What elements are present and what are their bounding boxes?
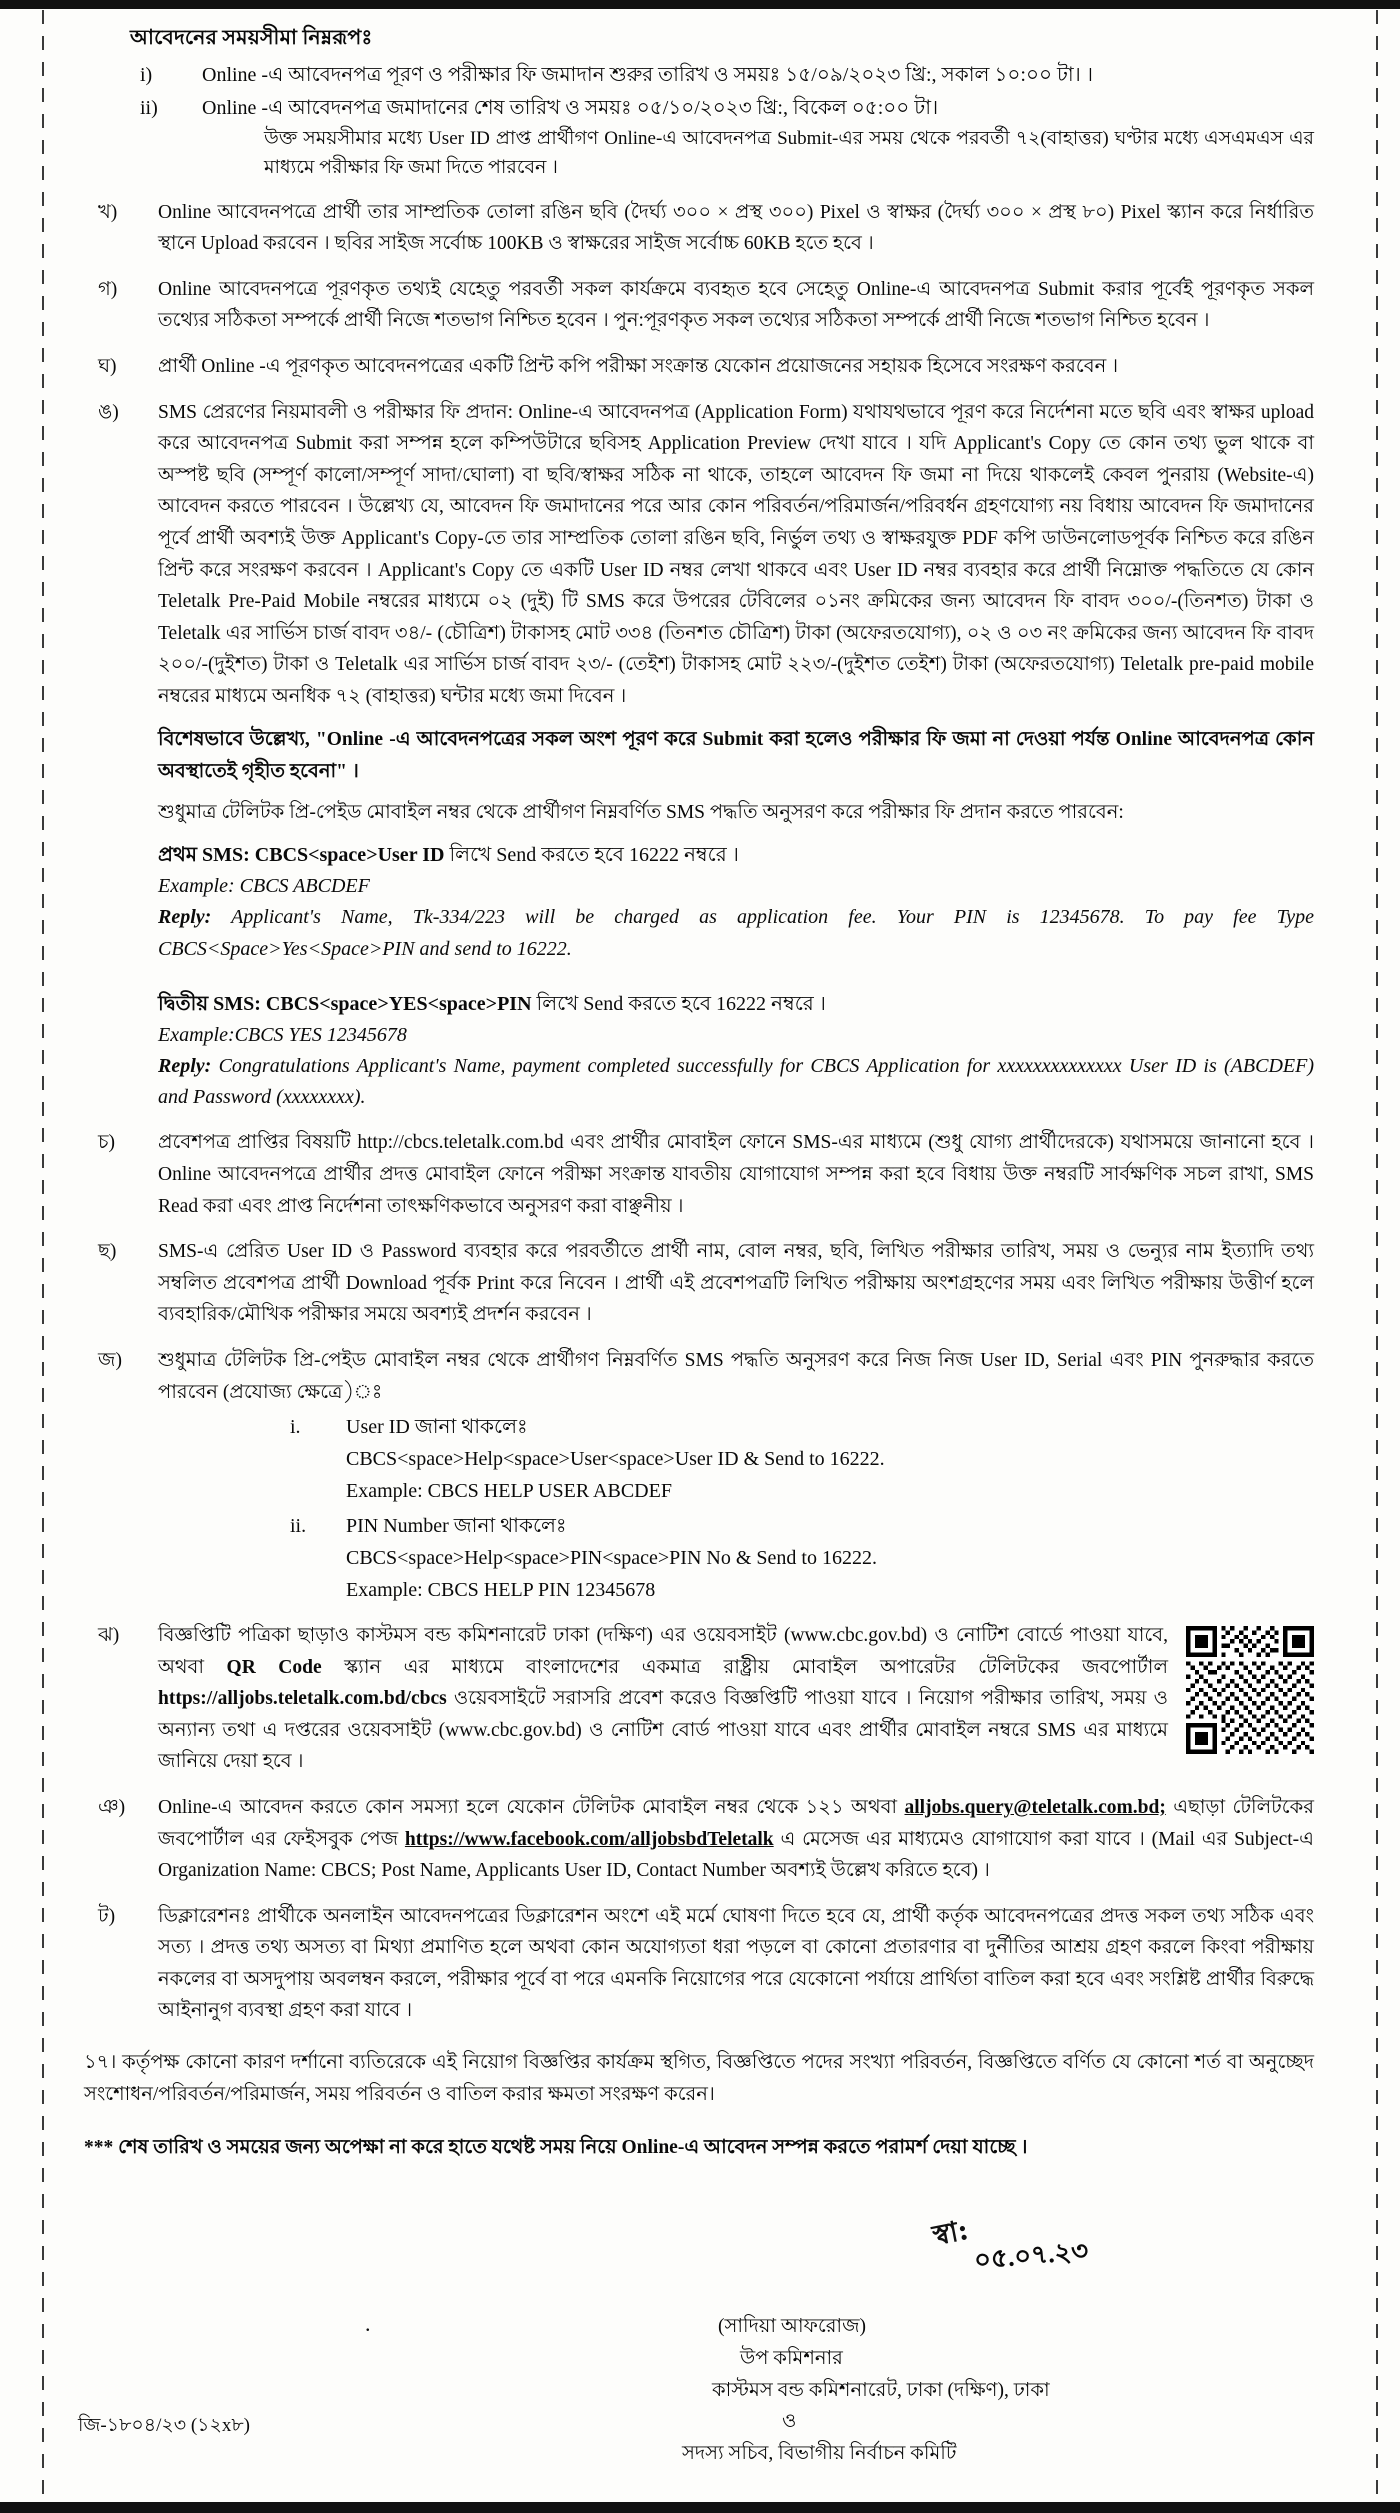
nya-email-link[interactable]: alljobs.query@teletalk.com.bd; (904, 1797, 1166, 1818)
clause-text-ja: শুধুমাত্র টেলিটক প্রি-পেইড মোবাইল নম্বর থেকে প্রার্থীগণ নিম্নবর্ণিত SMS পদ্ধতি অনুসরণ করে নিজ নিজ User ID, Serial এবং PIN পুনরুদ্ধার করতে পারবেন (প্রযোজ্য ক্ষেত্রে)ঃ (158, 1349, 1314, 1403)
nya-facebook-link[interactable]: https://www.facebook.com/alljobsbdTeletalk (404, 1828, 774, 1850)
ja-sub-i-line1: CBCS<space>Help<space>User<space>User ID & Send to 16222. (346, 1448, 885, 1471)
clause-text-nya (158, 1792, 1314, 1887)
clause-marker-kha: খ) (98, 201, 118, 223)
clause-marker-ga: গ) (98, 278, 118, 300)
roman-item-ii (78, 93, 1314, 123)
clause-body-ja (158, 1345, 1314, 1606)
sms-first-example: Example: CBCS ABCDEF (158, 875, 370, 898)
nya-part3: এ মেসেজ এর মাধ্যমেও যোগাযোগ করা যাবে । (Mail এর Subject-এ Organization Name: CBCS; Post Name, Applicants User ID, Contact Number অবশ্যই উল্লেখ করিতে হবে) । (158, 1828, 1314, 1882)
sms-first-format: CBCS<space>User ID (254, 843, 445, 866)
roman-marker-i: i) (140, 64, 153, 86)
signatory-role-2: সদস্য সচিব, বিভাগীয় নির্বাচন কমিটি (682, 2442, 957, 2464)
sms-block-first (158, 840, 1314, 965)
roman-text-ii: Online -এ আবেদনপত্র জমাদানের শেষ তারিখ ও সময়ঃ ০৫/১০/২০২৩ খ্রি:, বিকেল ০৫:০০ টা। (202, 97, 939, 119)
clause-jha (78, 1620, 1314, 1778)
sms-first-reply (158, 902, 1314, 964)
handwritten-date: ০৫.০৭.২৩ (972, 2236, 1090, 2276)
sms-first-tail: লিখে Send করতে হবে 16222 নম্বরে । (444, 843, 739, 866)
clause-text-cha: প্রবেশপত্র প্রাপ্তির বিষয়টি http://cbcs.teletalk.com.bd এবং প্রার্থীর মোবাইল ফোনে SMS-এর মাধ্যমে (শুধু যোগ্য প্রার্থীদেরকে) যথাসময়ে জানানো হবে । Online আবেদনপত্রে প্রার্থীর প্রদত্ত মোবাইল ফোনে পরীক্ষা সংক্রান্ত যাবতীয় যোগাযোগ সম্পন্ন করা হবে বিধায় উক্ত নম্বরটি সার্বক্ষণিক সচল রাখা, SMS Read করা এবং প্রাপ্ত নির্দেশনা তাৎক্ষণিকভাবে অনুসরণ করা বাঞ্ছনীয় । (158, 1132, 1314, 1217)
signatory-designation: উপ কমিশনার (740, 2347, 843, 2369)
sms-second-format: CBCS<space>YES<space>PIN (265, 992, 532, 1015)
roman-marker-ii: ii) (140, 97, 158, 119)
ja-sub-ii-line2: Example: CBCS HELP PIN 12345678 (346, 1579, 656, 1602)
clause-marker-gha: ঘ) (98, 356, 117, 378)
item-17: ১৭। কর্তৃপক্ষ কোনো কারণ দর্শানো ব্যতিরেকে এই নিয়োগ বিজ্ঞপ্তির কার্যক্রম স্থগিত, বিজ্ঞপ্তিতে পদের সংখ্যা পরিবর্তন, বিজ্ঞপ্তিতে বর্ণিত যে কোনো শর্ত বা অনুচ্ছেদ সংশোধন/পরিবর্তন/পরিমার্জন, সময় পরিবর্তন ও বাতিল করার ক্ষমতা সংরক্ষণ করেন। (84, 2052, 1314, 2105)
sms-first-label: প্রথম SMS: (158, 843, 250, 866)
clause-marker-jha: ঝ) (98, 1625, 120, 1647)
sms-second-reply (158, 1051, 1314, 1113)
ja-sub-ii-line1: CBCS<space>Help<space>PIN<space>PIN No & Send to 16222. (346, 1547, 877, 1570)
teletalk-intro: শুধুমাত্র টেলিটক প্রি-পেইড মোবাইল নম্বর থেকে প্রার্থীগণ নিম্নবর্ণিত SMS পদ্ধতি অনুসরণ করে পরীক্ষার ফি প্রদান করতে পারবেন: (158, 801, 1124, 823)
signatory-details (682, 2311, 1358, 2469)
clause-marker-ja: জ) (98, 1349, 122, 1371)
clause-text-ta: ডিক্লারেশনঃ প্রার্থীকে অনলাইন আবেদনপত্রের ডিক্লারেশন অংশে এই মর্মে ঘোষণা দিতে হবে যে, প্রার্থী কর্তৃক আবেদনপত্রের প্রদত্ত সকল তথ্য সঠিক এবং সত্য । প্রদত্ত তথ্য অসত্য বা মিথ্যা প্রমাণিত হলে অথবা কোন অযোগ্যতা ধরা পড়লে বা কোনো প্রতারণার বা দুর্নীতির আশ্রয় গ্রহণ করলে কিংবা পরীক্ষায় নকলের বা অসদুপায় অবলম্বন করলে, পরীক্ষার পূর্বে বা পরে এমনকি নিয়োগের পরে যেকোনো পর্যায়ে প্রার্থিতা বাতিল করা হবে এবং সংশ্লিষ্ট প্রার্থীর বিরুদ্ধে আইনানুগ ব্যবস্থা গ্রহণ করা যাবে । (158, 1905, 1314, 2022)
special-note: বিশেষভাবে উল্লেখ্য, "Online -এ আবেদনপত্রের সকল অংশ পূরণ করে Submit করা হলেও পরীক্ষার ফি জমা না দেওয়া পর্যন্ত Online আবেদনপত্র কোন অবস্থাতেই গৃহীত হবেনা" । (158, 729, 1314, 782)
sms-first-line (158, 840, 1314, 871)
clause-text-cha2: SMS-এ প্রেরিত User ID ও Password ব্যবহার করে পরবর্তীতে প্রার্থী নাম, বোল নম্বর, ছবি, লিখিত পরীক্ষার তারিখ, সময় ও ভেন্যুর নাম ইত্যাদি তথ্য সম্বলিত প্রবেশপত্র প্রার্থী Download পূর্বক Print করে নিবেন । প্রার্থী এই প্রবেশপত্রটি লিখিত পরীক্ষায় অংশগ্রহণের সময় এবং লিখিত পরীক্ষায় উত্তীর্ণ হলে ব্যবহারিক/মৌখিক পরীক্ষার সময়ে অবশ্যই প্রদর্শন করবেন । (158, 1241, 1314, 1326)
clause-marker-uo: ঙ) (98, 401, 119, 423)
handwritten-signature: স্বা: (929, 2213, 971, 2253)
clause-kha (78, 197, 1314, 260)
jha-qr-label: QR Code (226, 1656, 322, 1678)
sms-block-second (158, 989, 1314, 1114)
clause-uo (78, 397, 1314, 1114)
clause-ja (78, 1345, 1314, 1606)
sms-first-reply-label: Reply: (158, 906, 212, 929)
sms-first-reply-text: Applicant's Name, Tk-334/223 will be charged as application fee. Your PIN is 12345678. To pay fee Type CBCS<Space>Yes<Space>PIN and send to 16222. (158, 906, 1314, 960)
nya-part1: Online-এ আবেদন করতে কোন সমস্যা হলে যেকোন টেলিটক মোবাইল নম্বর থেকে ১২১ অথবা (158, 1797, 905, 1818)
sms-second-example: Example:CBCS YES 12345678 (158, 1023, 407, 1046)
signatory-name: (সাদিয়া আফরোজ) (718, 2316, 867, 2338)
reference-number: জি-১৮০৪/২৩ (১২x৮) (78, 2415, 251, 2437)
sms-second-reply-text: Congratulations Applicant's Name, payment completed successfully for CBCS Application for xxxxxxxxxxxxxx User ID is (ABCDEF) and Password (xxxxxxxx). (158, 1055, 1314, 1109)
sms-second-line (158, 989, 1314, 1020)
ja-sub-i-marker: i. (290, 1416, 301, 1439)
clause-nya (78, 1792, 1314, 1887)
page-bottom-border (0, 2502, 1400, 2513)
clause-cha2 (78, 1236, 1314, 1331)
clause-marker-nya: ঞ) (98, 1797, 126, 1818)
star-note: *** শেষ তারিখ ও সময়ের জন্য অপেক্ষা না করে হাতে যথেষ্ট সময় নিয়ে Online-এ আবেদন সম্পন্ন করতে পরামর্শ দেয়া যাচ্ছে । (84, 2137, 1028, 2159)
signature-block (78, 2213, 1314, 2464)
clause-text-ga: Online আবেদনপত্রে পূরণকৃত তথ্যই যেহেতু পরবর্তী সকল কার্যক্রমে ব্যবহৃত হবে সেহেতু Online-এ আবেদনপত্র Submit করার পূর্বেই পূরণকৃত সকল তথ্যের সঠিকতা সম্পর্কে প্রার্থী নিজে শতভাগ নিশ্চিত হবেন । পুন:পূরণকৃত সকল তথ্যের সঠিকতা সম্পর্কে প্রার্থী নিজে শতভাগ নিশ্চিত হবেন । (158, 278, 1314, 332)
clause-text-uo: SMS প্রেরণের নিয়মাবলী ও পরীক্ষার ফি প্রদান: Online-এ আবেদনপত্র (Application Form) যথাযথভাবে পূরণ করে নির্দেশনা মতে ছবি এবং স্বাক্ষর upload করে আবেদনপত্র Submit করা সম্পন্ন হলে কম্পিউটারে ছবিসহ Application Preview দেখা যাবে । যদি Applicant's Copy তে কোন তথ্য ভুল থাকে বা অস্পষ্ট ছবি (সম্পূর্ণ কালো/সম্পূর্ণ সাদা/ঘোলা) বা ছবি/স্বাক্ষর সঠিক না থাকে, তাহলে আবেদন ফি জমা না দিয়ে থাকলেই কেবল পুনরায় (Website-এ) আবেদন করতে পারবেন । উল্লেখ্য যে, আবেদন ফি জমাদানের পরে আর কোন পরিবর্তন/পরিমার্জন/পরিবর্ধন গ্রহণযোগ্য নয় বিধায় আবেদন ফি জমাদানের পূর্বে প্রার্থী অবশ্যই উক্ত Applicant's Copy-তে তার সাম্প্রতিক তোলা রঙিন ছবি, নির্ভুল তথ্য ও স্বাক্ষরযুক্ত PDF কপি ডাউনলোডপূর্বক নিশ্চিত করে রঙিন প্রিন্ট করে সংরক্ষণ করবেন । Applicant's Copy তে একটি User ID নম্বর লেখা থাকবে এবং User ID নম্বর ব্যবহার করে প্রার্থী নিম্নোক্ত পদ্ধতিতে যে কোন Teletalk Pre-Paid Mobile নম্বরের মাধ্যমে ০২ (দুই) টি SMS করে উপরের টেবিলের ০১নং ক্রমিকের জন্য আবেদন ফি বাবদ ৩০০/-(তিনশত) টাকা ও Teletalk এর সার্ভিস চার্জ বাবদ ৩৪/- (চৌত্রিশ) টাকাসহ মোট ৩৩৪ (তিনশত চৌত্রিশ) টাকা (অফেরতযোগ্য), ০২ ও ০৩ নং ক্রমিকের জন্য আবেদন ফি বাবদ ২০০/-(দুইশত) টাকা ও Teletalk এর সার্ভিস চার্জ বাবদ ২৩/- (তেইশ) টাকাসহ মোট ২২৩/-(দুইশত তেইশ) টাকা (অফেরতযোগ্য) Teletalk pre-paid mobile নম্বরের মাধ্যমে অনধিক ৭২ (বাহাত্তর) ঘন্টার মধ্যে জমা দিবেন । (158, 401, 1314, 707)
ja-sub-i-line2: Example: CBCS HELP USER ABCDEF (346, 1480, 672, 1503)
clause-ga (78, 274, 1314, 337)
roman-text-i: Online -এ আবেদনপত্র পূরণ ও পরীক্ষার ফি জমাদান শুরুর তারিখ ও সময়ঃ ১৫/০৯/২০২৩ খ্রি:, সকাল ১০:০০ টা। । (202, 64, 1093, 86)
ja-sub-i-title: User ID জানা থাকলেঃ (346, 1416, 528, 1439)
clause-text-jha (158, 1620, 1168, 1778)
ja-sub-ii (158, 1511, 1314, 1542)
roman-item-i (78, 60, 1314, 90)
ja-sub-ii-title: PIN Number জানা থাকলেঃ (346, 1515, 567, 1538)
clause-text-kha: Online আবেদনপত্রে প্রার্থী তার সাম্প্রতিক তোলা রঙিন ছবি (দৈর্ঘ্য ৩০০ × প্রস্থ ৩০০) Pixel ও স্বাক্ষর (দৈর্ঘ্য ৩০০ × প্রস্থ ৮০) Pixel স্ক্যান করে নির্ধারিত স্থানে Upload করবেন । ছবির সাইজ সর্বোচ্চ 100KB ও স্বাক্ষরের সাইজ সর্বোচ্চ 60KB হতে হবে । (158, 201, 1314, 255)
clause-text-gha: প্রার্থী Online -এ পূরণকৃত আবেদনপত্রের একটি প্রিন্ট কপি পরীক্ষা সংক্রান্ত যেকোন প্রয়োজনের সহায়ক হিসেবে সংরক্ষণ করবেন । (158, 356, 1119, 378)
sms-second-tail: লিখে Send করতে হবে 16222 নম্বরে । (531, 992, 826, 1015)
jha-part2: স্ক্যান এর মাধ্যমে বাংলাদেশের একমাত্র রাষ্ট্রীয় মোবাইল অপারেটর টেলিটকের জবপোর্টাল (321, 1656, 1168, 1678)
clause-body-uo (158, 397, 1314, 1114)
clause-marker-ta: ট) (98, 1905, 116, 1927)
sms-second-reply-label: Reply: (158, 1055, 212, 1078)
clause-marker-cha2: ছ) (98, 1241, 117, 1263)
qr-code-icon (1186, 1626, 1314, 1754)
signatory-conjunction: ও (782, 2411, 797, 2433)
ja-sub-ii-marker: ii. (290, 1515, 307, 1538)
sms-second-label: দ্বিতীয় SMS: (158, 992, 261, 1015)
clause-marker-cha: চ) (98, 1132, 116, 1154)
nya-part2: এছাড়া টেলিটকের জবপোর্টাল এর ফেইসবুক পেজ (158, 1797, 1314, 1850)
jha-part1: বিজ্ঞপ্তিটি পত্রিকা ছাড়াও কাস্টমস বন্ড কমিশনারেট ঢাকা (দক্ষিণ) এর ওয়েবসাইট (www.cbc.gov.bd) ও নোটিশ বোর্ডে পাওয়া যাবে, অথবা (158, 1625, 1168, 1678)
clause-ta (78, 1901, 1314, 2027)
jha-part3: ওয়েবসাইটে সরাসরি প্রবেশ করেও বিজ্ঞপ্তিটি পাওয়া যাবে । নিয়োগ পরীক্ষার তারিখ, সময় ও অন্যান্য তথা এ দপ্তরের ওয়েবসাইট (www.cbc.gov.bd) ও নোটিশ বোর্ড পাওয়া যাবে এবং প্রার্থীর মোবাইল নম্বরে SMS এর মাধ্যমে জানিয়ে দেয়া হবে । (158, 1688, 1168, 1773)
stray-ink-dot: . (365, 2311, 371, 2337)
roman-note: উক্ত সময়সীমার মধ্যে User ID প্রাপ্ত প্রার্থীগণ Online-এ আবেদনপত্র Submit-এর সময় থেকে পরবর্তী ৭২(বাহাত্তর) ঘণ্টার মধ্যে এসএমএস এর মাধ্যমে পরীক্ষার ফি জমা দিতে পারবেন । (264, 128, 1314, 178)
deadline-heading: আবেদনের সময়সীমা নিম্নরূপঃ (130, 27, 373, 49)
ja-sub-i (158, 1412, 1314, 1443)
signatory-office: কাস্টমস বন্ড কমিশনারেট, ঢাকা (দক্ষিণ), ঢাকা (712, 2379, 1050, 2401)
jha-portal-url[interactable]: https://alljobs.teletalk.com.bd/cbcs (158, 1688, 447, 1710)
clause-body-jha (158, 1620, 1314, 1778)
clause-cha (78, 1127, 1314, 1222)
clause-gha (78, 351, 1314, 383)
